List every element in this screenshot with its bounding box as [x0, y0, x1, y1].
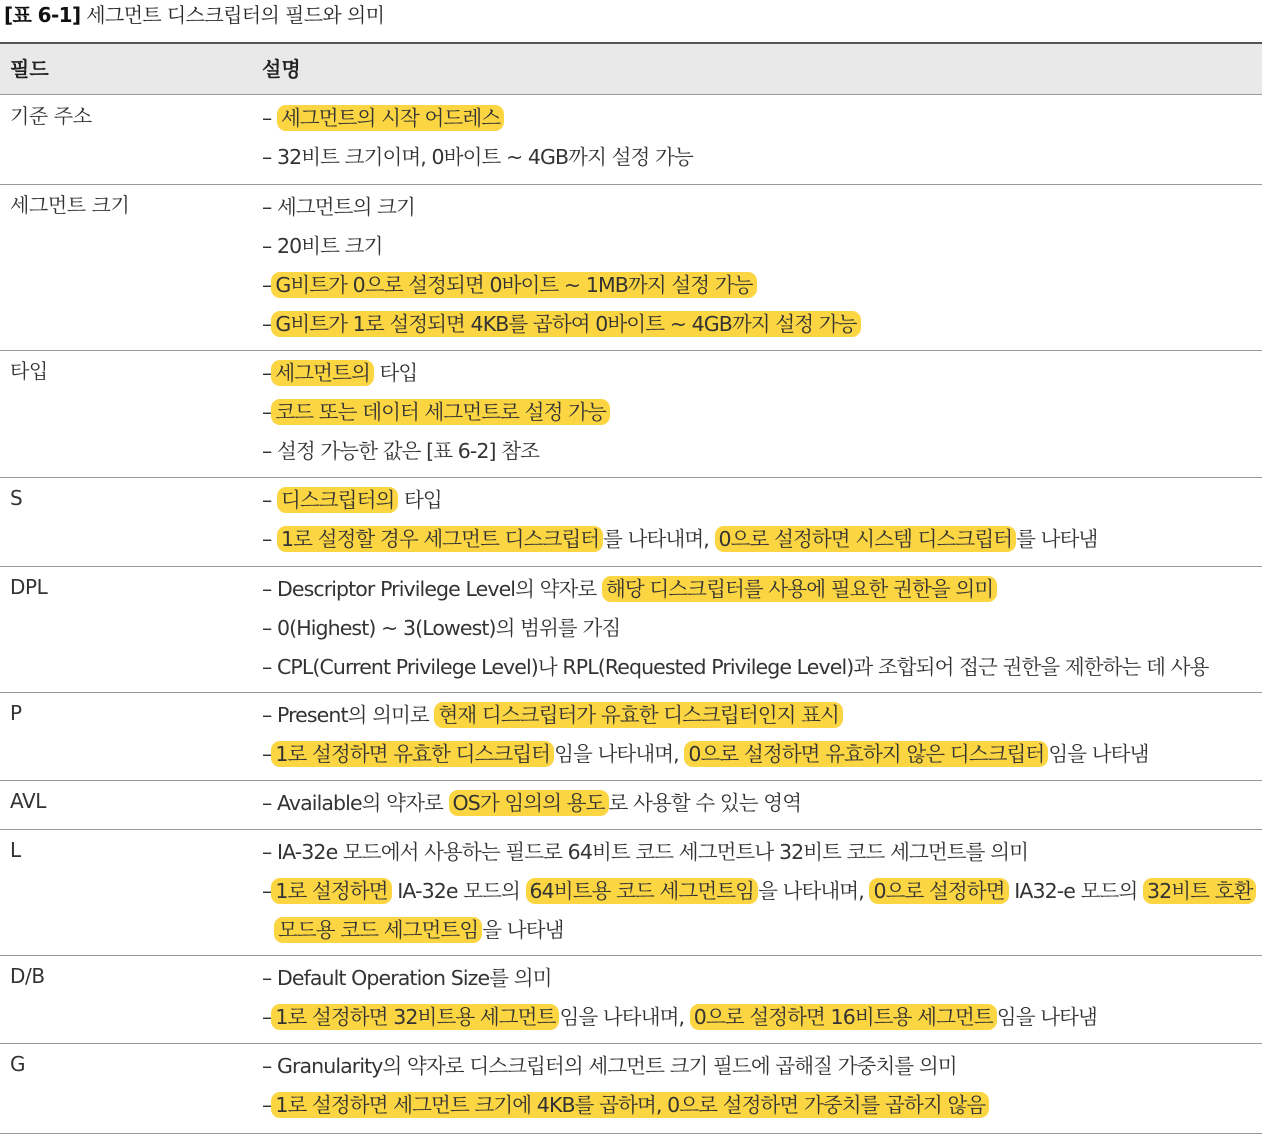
- description-line: [262, 958, 1262, 998]
- header-field: 필드: [10, 57, 49, 81]
- table-row: [0, 95, 1262, 185]
- highlighted-text: 0으로 설정하면 유효하지 않은 디스크립터: [684, 741, 1048, 767]
- table-number: [표 6-1]: [4, 3, 81, 27]
- description-line: [262, 832, 1262, 872]
- table-caption: [4, 0, 384, 34]
- highlighted-text: 세그먼트의: [271, 360, 374, 386]
- table-row: [0, 780, 1262, 830]
- description-line: [262, 431, 1262, 471]
- description-line: [262, 608, 1262, 648]
- description-line: [262, 1046, 1262, 1086]
- field-name: DPL: [10, 575, 48, 599]
- description-line: [262, 187, 1262, 227]
- highlighted-text: 64비트용 코드 세그먼트임: [526, 878, 759, 904]
- field-name: AVL: [10, 789, 47, 813]
- description-line: [262, 392, 1262, 432]
- description-text: –: [262, 106, 277, 130]
- description-text: – Present의 의미로: [262, 703, 435, 727]
- table-row: [0, 829, 1262, 956]
- description-text: – Granularity의 약자로 디스크립터의 세그먼트 크기 필드에 곱해질 가중치를 의미: [262, 1054, 957, 1078]
- description-line: [262, 1085, 1262, 1125]
- description-line: [262, 647, 1262, 687]
- description-text: 임을 나타내며,: [554, 742, 685, 766]
- description-text: – Default Operation Size를 의미: [262, 966, 552, 990]
- table-row: [0, 350, 1262, 478]
- description-text: –: [262, 400, 272, 424]
- highlighted-text: 현재 디스크립터가 유효한 디스크립터인지 표시: [434, 702, 843, 728]
- highlighted-text: 1로 설정하면 32비트용 세그먼트: [271, 1004, 559, 1030]
- description-text: IA32-e 모드의: [1008, 879, 1143, 903]
- table-row: [0, 477, 1262, 567]
- description-text: 를 나타냄: [1016, 527, 1098, 551]
- description-text: –: [262, 312, 272, 336]
- table-row: [0, 955, 1262, 1044]
- description-text: 로 사용할 수 있는 영역: [608, 791, 802, 815]
- description-line: [262, 783, 1262, 823]
- description-text: 을 나타내며,: [758, 879, 870, 903]
- description-text: – CPL(Current Privilege Level)나 RPL(Requested Privilege Level)과 조합되어 접근 권한을 제한하는 데 사용: [262, 655, 1209, 679]
- highlighted-text: 1로 설정하면: [271, 878, 391, 904]
- description-line: [274, 910, 1262, 950]
- table-title: 세그먼트 디스크립터의 필드와 의미: [86, 3, 385, 27]
- description-text: –: [262, 361, 272, 385]
- description-line: [262, 226, 1262, 266]
- field-name: D/B: [10, 964, 45, 988]
- highlighted-text: 0으로 설정하면 시스템 디스크립터: [715, 526, 1017, 552]
- header-description: 설명: [262, 57, 301, 81]
- field-name: 타입: [10, 359, 48, 383]
- table-header-row: [0, 44, 1262, 95]
- field-name: S: [10, 486, 23, 510]
- description-line: [262, 519, 1262, 559]
- description-text: – 세그먼트의 크기: [262, 195, 415, 219]
- highlighted-text: G비트가 0으로 설정되면 0바이트 ~ 1MB까지 설정 가능: [271, 272, 756, 298]
- description-text: –: [262, 488, 277, 512]
- description-text: – Available의 약자로: [262, 791, 449, 815]
- description-text: 임을 나타내며,: [559, 1005, 690, 1029]
- highlighted-text: 0으로 설정하면: [869, 878, 1008, 904]
- description-line: [262, 304, 1262, 344]
- highlighted-text: 32비트 호환: [1143, 878, 1257, 904]
- field-name: G: [10, 1052, 26, 1076]
- field-name: P: [10, 701, 22, 725]
- table-row: [0, 692, 1262, 781]
- field-name: 세그먼트 크기: [10, 193, 130, 217]
- description-text: –: [262, 742, 272, 766]
- highlighted-text: 1로 설정하면 유효한 디스크립터: [271, 741, 554, 767]
- table-row: [0, 1043, 1262, 1134]
- description-line: [262, 997, 1262, 1037]
- highlighted-text: 모드용 코드 세그먼트임: [274, 917, 482, 943]
- description-line: [262, 734, 1262, 774]
- description-text: –: [262, 879, 272, 903]
- description-text: –: [262, 273, 272, 297]
- highlighted-text: 1로 설정할 경우 세그먼트 디스크립터: [277, 526, 603, 552]
- description-text: – 20비트 크기: [262, 234, 383, 258]
- description-line: [262, 480, 1262, 520]
- description-text: 을 나타냄: [482, 918, 564, 942]
- description-line: [262, 137, 1262, 177]
- highlighted-text: 디스크립터의: [277, 487, 398, 513]
- description-text: – Descriptor Privilege Level의 약자로: [262, 577, 602, 601]
- description-text: 를 나타내며,: [603, 527, 715, 551]
- highlighted-text: 0으로 설정하면 16비트용 세그먼트: [690, 1004, 997, 1030]
- highlighted-text: 코드 또는 데이터 세그먼트로 설정 가능: [271, 399, 610, 425]
- table-row: [0, 566, 1262, 693]
- highlighted-text: 해당 디스크립터를 사용에 필요한 권한을 의미: [602, 576, 997, 602]
- description-text: 타입: [373, 361, 418, 385]
- highlighted-text: G비트가 1로 설정되면 4KB를 곱하여 0바이트 ~ 4GB까지 설정 가능: [271, 311, 860, 337]
- description-text: – IA-32e 모드에서 사용하는 필드로 64비트 코드 세그먼트나 32비트 코드 세그먼트를 의미: [262, 840, 1029, 864]
- description-text: – 설정 가능한 값은 [표 6-2] 참조: [262, 439, 540, 463]
- description-line: [262, 569, 1262, 609]
- description-text: –: [262, 527, 277, 551]
- description-text: –: [262, 1093, 272, 1117]
- description-line: [262, 695, 1262, 735]
- field-name: L: [10, 838, 21, 862]
- description-text: – 32비트 크기이며, 0바이트 ~ 4GB까지 설정 가능: [262, 145, 693, 169]
- description-line: [262, 98, 1262, 138]
- description-text: 타입: [398, 488, 442, 512]
- description-text: –: [262, 1005, 272, 1029]
- description-line: [262, 353, 1262, 393]
- highlighted-text: 1로 설정하면 세그먼트 크기에 4KB를 곱하며, 0으로 설정하면 가중치를 곱하지 않음: [271, 1092, 989, 1118]
- description-text: 임을 나타냄: [1048, 742, 1149, 766]
- highlighted-text: 세그먼트의 시작 어드레스: [277, 105, 504, 131]
- field-name: 기준 주소: [10, 104, 92, 128]
- highlighted-text: OS가 임의의 용도: [449, 790, 609, 816]
- description-text: – 0(Highest) ~ 3(Lowest)의 범위를 가짐: [262, 616, 621, 640]
- description-text: IA-32e 모드의: [391, 879, 526, 903]
- description-line: [262, 871, 1262, 911]
- description-line: [262, 265, 1262, 305]
- description-text: 임을 나타냄: [996, 1005, 1097, 1029]
- table-row: [0, 184, 1262, 351]
